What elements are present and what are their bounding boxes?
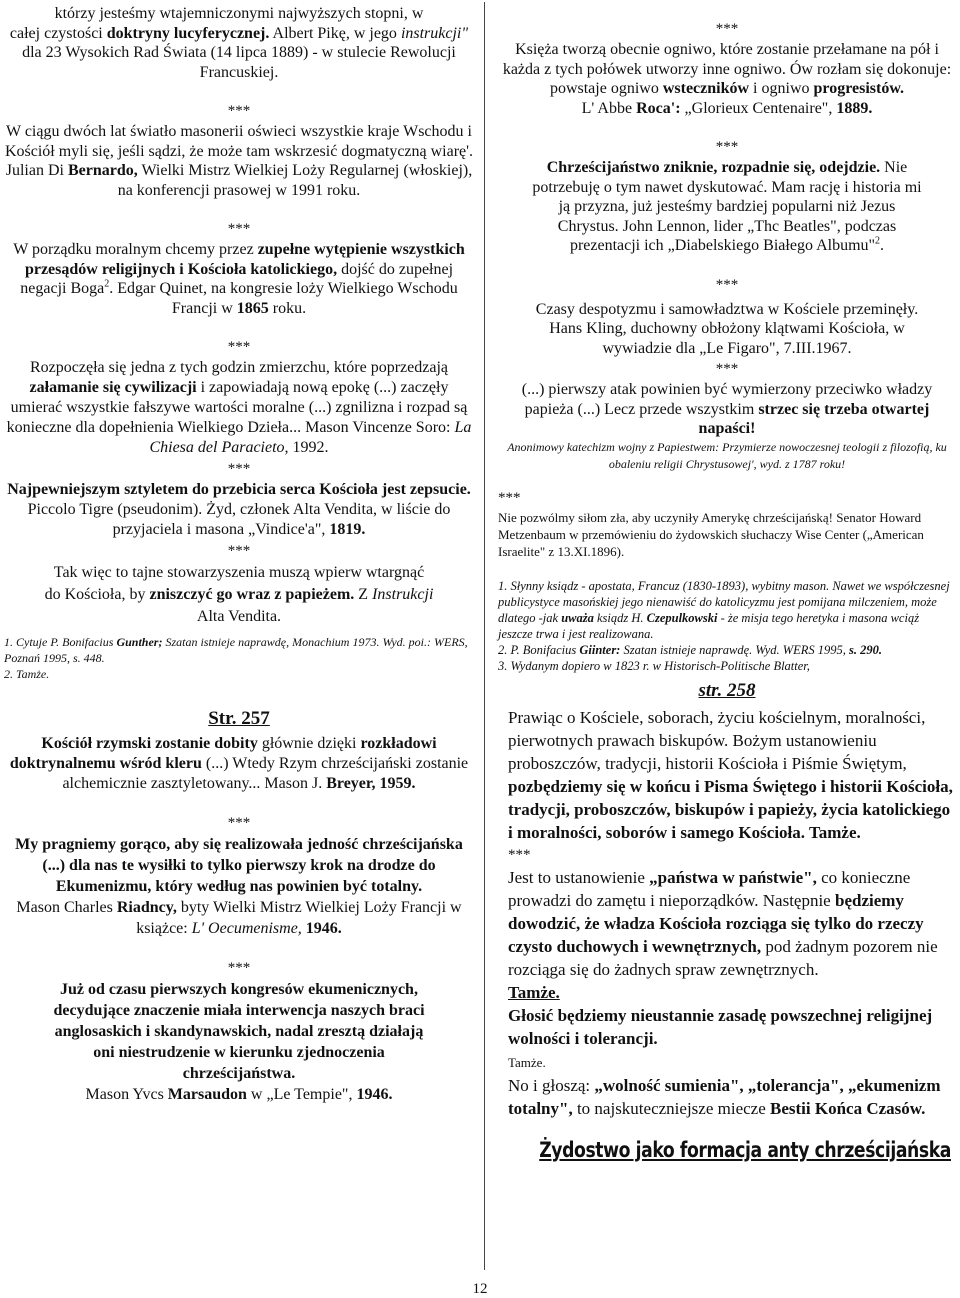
quote-paragraph: Nie pozwólmy siłom zła, aby uczyniły Amerykę chrześcijańską! Senator Howard Metzenbaum w przemówieniu do żydowskich słuchaczy Wise Center („American Israelite" z 13.XI.1896). [498,509,924,559]
section-separator: *** [715,361,739,377]
footnotes: 1. Słynny ksiądz - apostata, Francuz (1830-1893), wybitny mason. Nawet we współczesnej publicystyce masońskiej jego nienawiść do katolicyzmu jest pomijana milczeniem, może dlatego -jak uważa ksiądz H. Czepulkowski - że misja tego heretyka i masona wciąż jeszcze trwa i jest realizowana. 2. P. Bonifacius Giinter: Szatan istnieje naprawdę. Wyd. WERS 1995, s. 290. 3. Wydanym dopiero w 1823 r. w Historisch-Politische Blatter, [498,578,950,673]
intro-paragraph: którzy jesteśmy wtajemniczonymi najwyższych stopni, w całej czystości doktryny lucyferycznej. Albert Pikę, w jego instrukcji" dla 23 Wysokich Rad Świata (14 lipca 1889) - w stulecie Rewolucji Francuskiej. [9,5,469,81]
quote-paragraph: Jest to ustanowienie „państwa w państwie", co konieczne prowadzi do zamętu i nieporządków. Następnie będziemy dowodzić, że władza Kościoła rozciąga się tylko do rzeczy czysto duchowych i wewnętrznych, pod żadnym pozorem nie rozciąga się do żadnych spraw zewnętrznych. Tamże. Głosić będziemy nieustannie zasadę powszechnej religijnej wolności i tolerancji. Tamże. No i głoszą: „wolność sumienia", „tolerancja", „ekumenizm totalny", to najskuteczniejsze miecze Bestii Końca Czasów. [508,867,941,1118]
quote-paragraph: Prawiąc o Kościele, soborach, życiu kościelnym, moralności, pierwotnych prawach biskupów. Bożym ustanowieniu proboszczów, tradycji, historii Kościoła i Piśmie Świętym, pozbędziemy się w końcu i Pisma Świętego i historii Kościoła, tradycji, proboszczów, biskupów i papieży, życia katolickiego i moralności, soborów i samego Kościoła. Tamże. [508,707,953,842]
page-reference-heading: str. 258 [698,679,756,701]
section-separator: *** [227,543,251,559]
quote-paragraph: Tak więc to tajne stowarzyszenia muszą wpierw wtargnąć do Kościoła, by zniszczyć go wraz z papieżem. Z Instrukcji Alta Vendita. [44,564,434,625]
page-number: 12 [472,1281,488,1297]
citation-note: Anonimowy katechizm wojny z Papiestwem: Przymierze nowoczesnej teologii z filozofią, ku obaleniu religii Chrystusowej', wyd. z 1787 roku! [507,439,947,471]
section-banner-heading: Żydostwo jako formacja anty chrześcijańska [539,1137,951,1162]
quote-paragraph: W ciągu dwóch lat światło masonerii oświeci wszystkie kraje Wschodu i Kościół myli się, jeśli sądzi, że może tam wskrzesić dogmatyczną wiarę'. Julian Di Bernardo, Wielki Mistrz Wielkiej Loży Regularnej (włoskiej), na konferencji prasowej w 1991 roku. [4,123,474,199]
quote-paragraph: My pragniemy gorąco, aby się realizowała jedność chrześcijańska (...) dla nas te wysiłki to tylko pierwszy krok na drodze do Ekumenizmu, który według nas powinien być totalny. Mason Charles Riadncy, byty Wielki Mistrz Wielkiej Loży Francji w książce: L' Oecumenisme, 1946. [15,836,463,937]
quote-paragraph: Kościół rzymski zostanie dobity głównie dzięki rozkładowi doktrynalnemu wśród kleru (...) Wtedy Rzym chrześcijański zostanie alchemicznie zasztyletowany... Mason J. Breyer, 1959. [9,735,469,792]
quote-paragraph: Najpewniejszym sztyletem do przebicia serca Kościoła jest zepsucie. Piccolo Tigre (pseudonim). Żyd, członek Alta Vendita, w liście do przyjaciela i masona „Vindice'a", 1819. [7,481,471,538]
section-separator: *** [227,221,251,237]
section-separator: *** [227,815,251,831]
section-separator: *** [508,846,531,863]
column-divider [484,2,485,1270]
section-separator: *** [498,489,521,506]
page-reference-heading: Str. 257 [208,708,270,729]
quote-paragraph: Chrześcijaństwo zniknie, rozpadnie się, odejdzie. Nie potrzebuję o tym nawet dyskutować. Mam rację i historia mi ją przyzna, już jesteśmy bardziej popularni niż Jezus Chrystus. John Lennon, lider „Thc Beatles", podczas prezentacji ich „Diabelskiego Białego Albumu"$^2$. [532,159,922,254]
quote-paragraph: (...) pierwszy atak powinien być wymierzony przeciwko władzy papieża (...) Lecz przede wszystkim strzec się trzeba otwartej napaści! [521,381,933,437]
section-separator: *** [227,339,251,355]
right-column [498,0,956,1162]
left-column [4,0,474,1105]
quote-paragraph: Księża tworzą obecnie ogniwo, które zostanie przełamane na pół i każda z tych połówek utworzy inne ogniwo. Ów rozłam się dokonuje: powstaje ogniwo wsteczników i ogniwo progresistów. L' Abbe Roca': „Glorieux Centenaire", 1889. [502,41,952,117]
section-separator: *** [715,276,739,293]
section-separator: *** [227,461,251,477]
quote-paragraph: Czasy despotyzmu i samowładztwa w Kościele przeminęły. Hans Kling, duchowny obłożony klątwami Kościoła, w wywiadzie dla „Le Figaro", 7.III.1967. [535,300,919,357]
quote-paragraph: W porządku moralnym chcemy przez zupełne wytępienie wszystkich przesądów religijnych i Kościoła katolickiego, dojść do zupełnej negacji Boga$^2$. Edgar Quinet, na kongresie loży Wielkiego Wschodu Francji w 1865 roku. [13,241,465,317]
section-separator: *** [715,21,739,37]
section-separator: *** [227,103,251,119]
footnotes: 1. Cytuje P. Bonifacius Gunther; Szatan istnieje naprawdę, Monachium 1973. Wyd. poi.: WERS, Poznań 1995, s. 448. 2. Tamże. [4,635,468,681]
section-separator: *** [227,960,251,976]
quote-paragraph: Już od czasu pierwszych kongresów ekumenicznych, decydujące znaczenie miała interwencja naszych braci anglosaskich i skandynawskich, nadal zresztą działają oni niestrudzenie w kierunku zjednoczenia chrześcijaństwa. Mason Yvcs Marsaudon w „Le Tempie", 1946. [53,981,425,1103]
quote-paragraph: Rozpoczęła się jedna z tych godzin zmierzchu, które poprzedzają załamanie się cywilizacji i zapowiadają nową epokę (...) zaczęły umierać wszystkie fałszywe wartości moralne (...) zgnilizna i rozpad są konieczne dla dopełnienia Wielkiego Dzieła... Mason Vincenze Soro: La Chiesa del Paracieto, 1992. [6,359,472,456]
section-separator: *** [715,139,739,155]
